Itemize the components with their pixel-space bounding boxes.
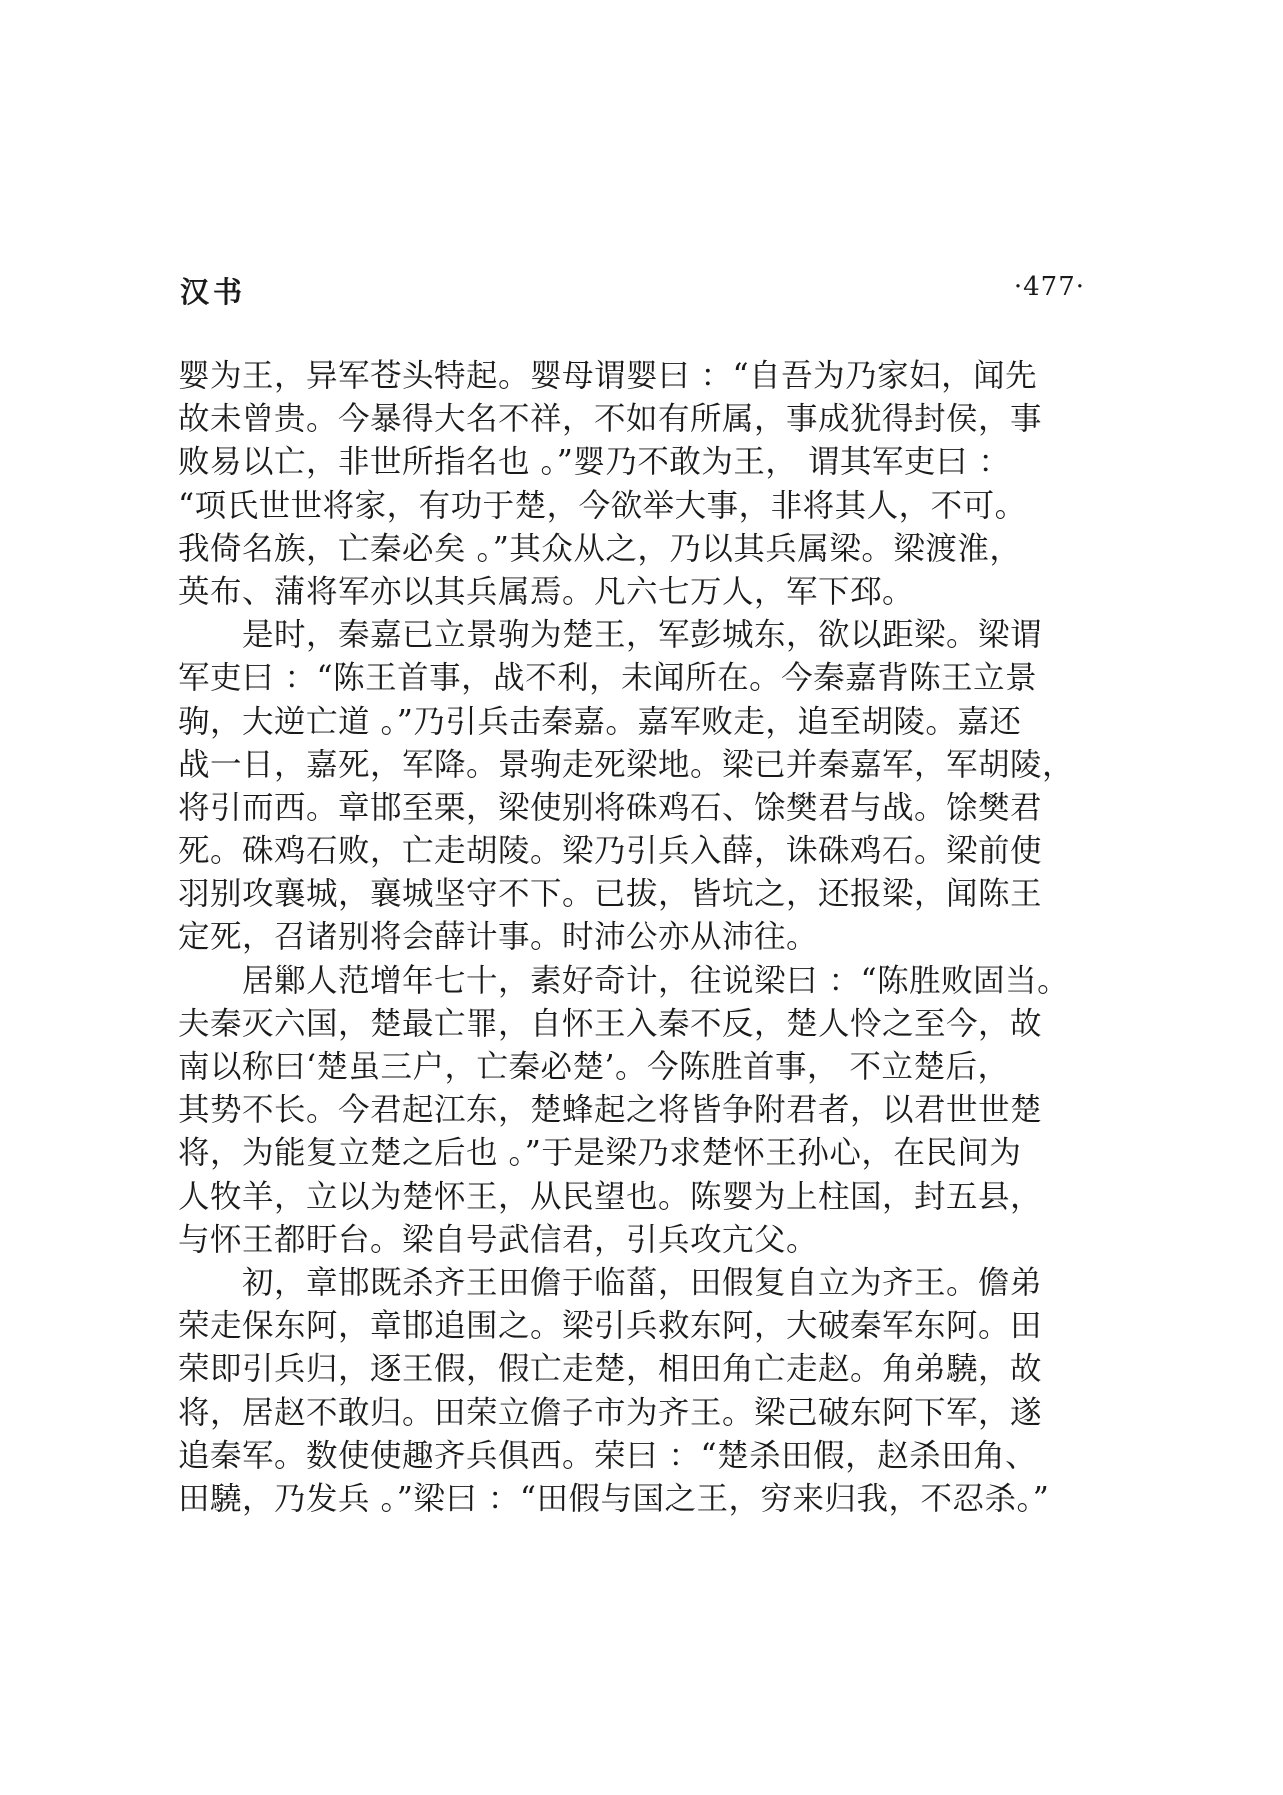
text-line: 南以称曰‘楚虽三户，亡秦必楚’。今陈胜首事， 不立楚后， [178, 1049, 1010, 1085]
text-line: 羽别攻襄城，襄城坚守不下。已拔，皆坑之，还报梁，闻陈王 [178, 876, 1043, 913]
text-line: 驹，大逆亡道 。”乃引兵击秦嘉。嘉军败走，追至胡陵。嘉还 [178, 703, 1022, 740]
text-line: 战一日，嘉死，军降。景驹走死梁地。梁已并秦嘉军，军胡陵， [178, 746, 1075, 783]
body-text [178, 355, 1088, 1521]
text-line: 故未曾贵。今暴得大名不祥，不如有所属，事成犹得封侯，事 [178, 401, 1043, 438]
page-number: ·477· [1013, 272, 1085, 302]
page-header [180, 270, 1085, 310]
text-line: 人牧羊，立以为楚怀王，从民望也。陈婴为上柱国，封五县， [178, 1178, 1043, 1215]
text-line: 我倚名族，亡秦必矣 。”其众从之，乃以其兵属梁。梁渡淮， [178, 530, 1022, 567]
text-line: 将引而西。章邯至栗，梁使别将硃鸡石、馀樊君与战。馀樊君 [178, 789, 1043, 826]
text-line: 败易以亡，非世所指名也 。”婴乃不敢为王， 谓其军吏曰 ： [178, 444, 1011, 481]
text-line: 荣走保东阿，章邯追围之。梁引兵救东阿，大破秦军东阿。田 [178, 1308, 1043, 1345]
text-line: 初，章邯既杀齐王田儋于临菑，田假复自立为齐王。儋弟 [178, 1264, 1043, 1301]
text-line: 定死，召诸别将会薛计事。时沛公亦从沛往。 [178, 919, 819, 956]
text-line: 死。硃鸡石败，亡走胡陵。梁乃引兵入薛，诛硃鸡石。梁前使 [178, 833, 1043, 870]
text-line: 与怀王都盱台。梁自号武信君，引兵攻亢父。 [178, 1221, 819, 1258]
text-line: 婴为王，异军苍头特起。婴母谓婴曰 ：“自吾为乃家妇，闻先 [178, 358, 1038, 394]
text-line: “项氏世世将家，有功于楚，今欲举大事，非将其人，不可。 [178, 487, 1027, 524]
text-line: 其势不长。今君起江东，楚蜂起之将皆争附君者，以君世世楚 [178, 1092, 1043, 1129]
text-line: 军吏曰 ：“陈王首事，战不利，未闻所在。今秦嘉背陈王立景 [178, 660, 1038, 697]
text-line: 是时，秦嘉已立景驹为楚王，军彭城东，欲以距梁。梁谓 [178, 617, 1043, 654]
text-line: 居鄛人范增年七十，素好奇计，往说梁曰 ：“陈胜败固当。 [178, 962, 1070, 999]
text-line: 田驍，乃发兵 。”梁曰 ：“田假与国之王，穷来归我，不忍杀。” [178, 1480, 1050, 1517]
text-line: 英布、蒲将军亦以其兵属焉。凡六七万人，军下邳。 [178, 573, 915, 610]
text-line: 将，为能复立楚之后也 。”于是梁乃求楚怀王孙心，在民间为 [178, 1135, 1022, 1172]
text-line: 荣即引兵归，逐王假，假亡走楚，相田角亡走赵。角弟驍，故 [178, 1351, 1043, 1388]
text-line: 将，居赵不敢归。田荣立儋子市为齐王。梁己破东阿下军，遂 [178, 1394, 1043, 1431]
text-line: 追秦军。数使使趣齐兵俱西。荣曰 ：“楚杀田假，赵杀田角、 [178, 1437, 1038, 1474]
text-line: 夫秦灭六国，楚最亡罪，自怀王入秦不反，楚人怜之至今，故 [178, 1005, 1043, 1042]
book-title: 汉书 [180, 275, 247, 309]
